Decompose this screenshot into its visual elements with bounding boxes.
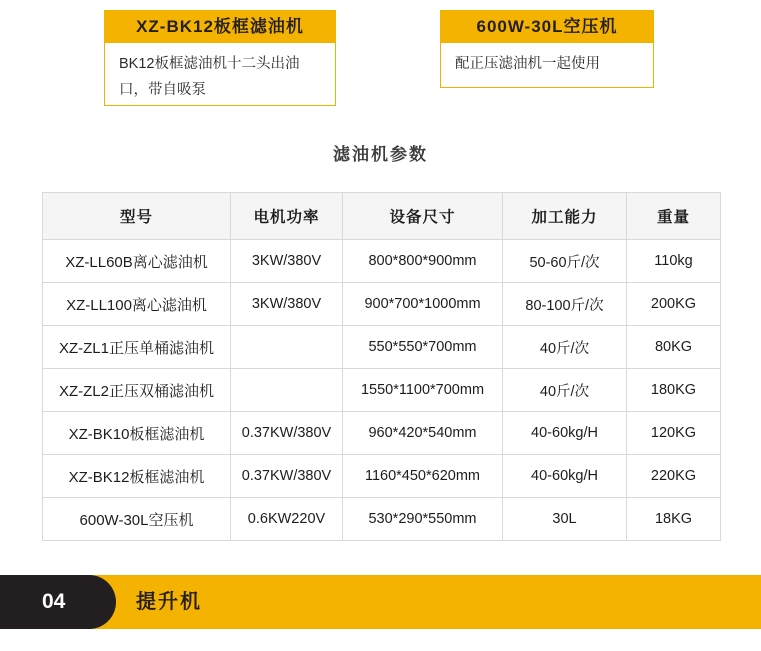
table-cell-weight: 110kg xyxy=(627,240,721,283)
table-row xyxy=(43,326,721,369)
table-cell-size: 530*290*550mm xyxy=(343,498,503,541)
table-cell-size: 900*700*1000mm xyxy=(343,283,503,326)
table-cell-weight: 120KG xyxy=(627,412,721,455)
product-card-compressor-title: 600W-30L空压机 xyxy=(441,11,653,43)
table-cell-weight: 80KG xyxy=(627,326,721,369)
table-row xyxy=(43,455,721,498)
table-cell-capacity: 50-60斤/次 xyxy=(503,240,627,283)
table-cell-capacity: 30L xyxy=(503,498,627,541)
section-title: 滤油机参数 xyxy=(333,145,428,164)
table-cell-power: 0.6KW220V xyxy=(231,498,343,541)
table-cell-power: 3KW/380V xyxy=(231,283,343,326)
table-cell-capacity: 80-100斤/次 xyxy=(503,283,627,326)
table-header-row xyxy=(43,193,721,240)
table-cell-weight: 220KG xyxy=(627,455,721,498)
table-header-cell: 型号 xyxy=(43,193,231,240)
table-header-cell: 重量 xyxy=(627,193,721,240)
table-cell-size: 800*800*900mm xyxy=(343,240,503,283)
product-cards xyxy=(0,8,761,118)
spec-table-wrapper xyxy=(42,192,720,541)
section-banner-label: 提升机 xyxy=(136,591,202,613)
table-header-cell: 电机功率 xyxy=(231,193,343,240)
table-row xyxy=(43,412,721,455)
product-card-compressor-body: 配正压滤油机一起使用 xyxy=(455,56,600,72)
table-cell-power: 3KW/380V xyxy=(231,240,343,283)
table-cell-capacity: 40斤/次 xyxy=(503,369,627,412)
table-cell-model: XZ-BK12板框滤油机 xyxy=(43,455,231,498)
table-cell-power: 0.37KW/380V xyxy=(231,455,343,498)
table-header-cell: 加工能力 xyxy=(503,193,627,240)
section-banner-number: 04 xyxy=(0,575,116,629)
product-card-bk12-body: BK12板框滤油机十二头出油口，带自吸泵 xyxy=(119,56,300,98)
table-row xyxy=(43,369,721,412)
table-cell-power xyxy=(231,369,343,412)
table-cell-model: XZ-LL100离心滤油机 xyxy=(43,283,231,326)
table-cell-power xyxy=(231,326,343,369)
table-cell-weight: 18KG xyxy=(627,498,721,541)
product-card-bk12-title: XZ-BK12板框滤油机 xyxy=(105,11,335,43)
table-cell-capacity: 40-60kg/H xyxy=(503,455,627,498)
table-cell-size: 960*420*540mm xyxy=(343,412,503,455)
table-cell-model: XZ-BK10板框滤油机 xyxy=(43,412,231,455)
table-row xyxy=(43,240,721,283)
table-cell-weight: 180KG xyxy=(627,369,721,412)
spec-table xyxy=(42,192,721,541)
table-cell-model: XZ-ZL2正压双桶滤油机 xyxy=(43,369,231,412)
table-cell-size: 1160*450*620mm xyxy=(343,455,503,498)
table-row xyxy=(43,498,721,541)
table-cell-capacity: 40-60kg/H xyxy=(503,412,627,455)
product-card-bk12 xyxy=(104,10,336,106)
table-cell-size: 550*550*700mm xyxy=(343,326,503,369)
table-header-cell: 设备尺寸 xyxy=(343,193,503,240)
table-cell-size: 1550*1100*700mm xyxy=(343,369,503,412)
table-row xyxy=(43,283,721,326)
table-cell-weight: 200KG xyxy=(627,283,721,326)
table-cell-model: XZ-ZL1正压单桶滤油机 xyxy=(43,326,231,369)
table-cell-model: XZ-LL60B离心滤油机 xyxy=(43,240,231,283)
table-cell-capacity: 40斤/次 xyxy=(503,326,627,369)
table-cell-power: 0.37KW/380V xyxy=(231,412,343,455)
product-card-compressor xyxy=(440,10,654,88)
table-cell-model: 600W-30L空压机 xyxy=(43,498,231,541)
